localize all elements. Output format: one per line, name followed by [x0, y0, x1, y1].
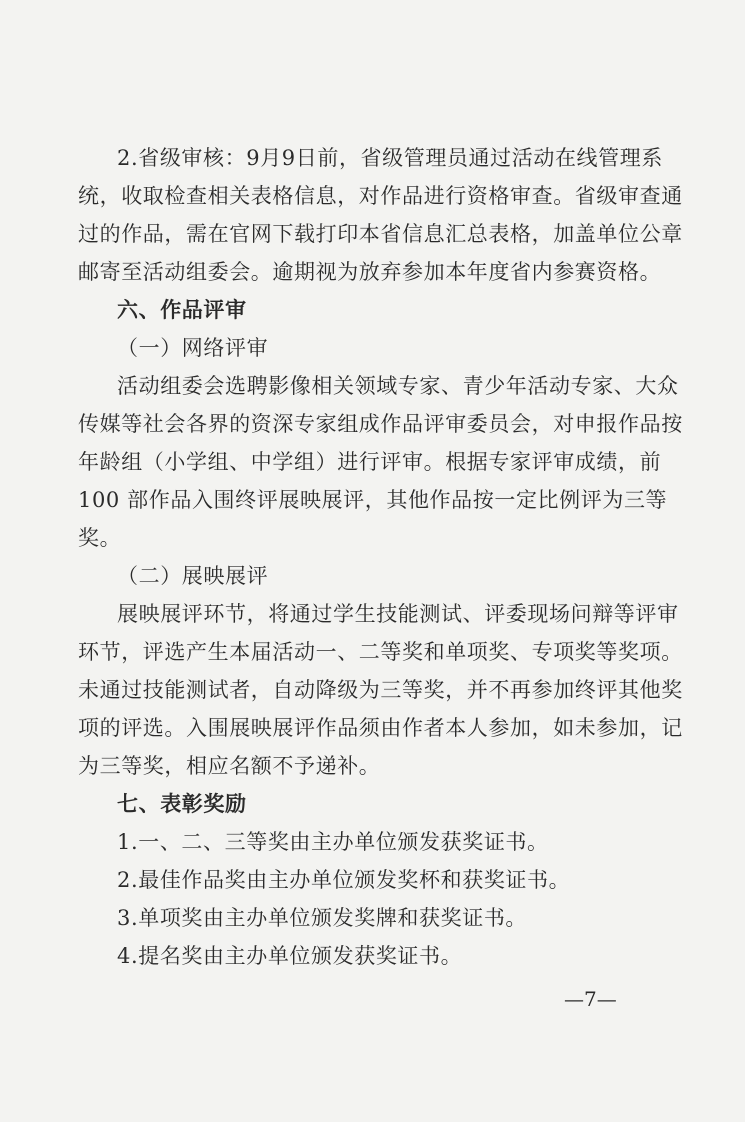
- paragraph-line: 100 部作品入围终评展映展评，其他作品按一定比例评为三等: [78, 488, 668, 512]
- page-number: —7—: [564, 987, 617, 1011]
- list-item: 1.一、二、三等奖由主办单位颁发获奖证书。: [117, 830, 549, 854]
- paragraph-line: 环节，评选产生本届活动一、二等奖和单项奖、专项奖等奖项。: [78, 640, 683, 664]
- paragraph-line: 年龄组（小学组、中学组）进行评审。根据专家评审成绩，前: [78, 450, 662, 474]
- list-item: 3.单项奖由主办单位颁发奖牌和获奖证书。: [117, 906, 528, 930]
- paragraph-line: 邮寄至活动组委会。逾期视为放弃参加本年度省内参赛资格。: [78, 260, 662, 284]
- subheading-screening-review: （二）展映展评: [117, 564, 269, 588]
- list-item: 4.提名奖由主办单位颁发获奖证书。: [117, 944, 463, 968]
- subheading-online-review: （一）网络评审: [117, 336, 269, 360]
- paragraph-line: 展映展评环节，将通过学生技能测试、评委现场问辩等评审: [117, 602, 679, 626]
- section-heading-awards: 七、表彰奖励: [117, 792, 247, 816]
- paragraph-line: 活动组委会选聘影像相关领域专家、青少年活动专家、大众: [117, 374, 679, 398]
- paragraph-line: 奖。: [78, 526, 122, 550]
- paragraph-line: 2.省级审核：9月9日前，省级管理员通过活动在线管理系: [117, 146, 663, 170]
- paragraph-line: 过的作品，需在官网下载打印本省信息汇总表格，加盖单位公章: [78, 222, 683, 246]
- paragraph-line: 未通过技能测试者，自动降级为三等奖，并不再参加终评其他奖: [78, 678, 683, 702]
- paragraph-line: 为三等奖，相应名额不予递补。: [78, 754, 381, 778]
- section-heading-review: 六、作品评审: [117, 298, 247, 322]
- paragraph-line: 传媒等社会各界的资深专家组成作品评审委员会，对申报作品按: [78, 412, 683, 436]
- list-item: 2.最佳作品奖由主办单位颁发奖杯和获奖证书。: [117, 868, 571, 892]
- paragraph-line: 项的评选。入围展映展评作品须由作者本人参加，如未参加，记: [78, 716, 683, 740]
- paragraph-line: 统，收取检查相关表格信息，对作品进行资格审查。省级审查通: [78, 184, 683, 208]
